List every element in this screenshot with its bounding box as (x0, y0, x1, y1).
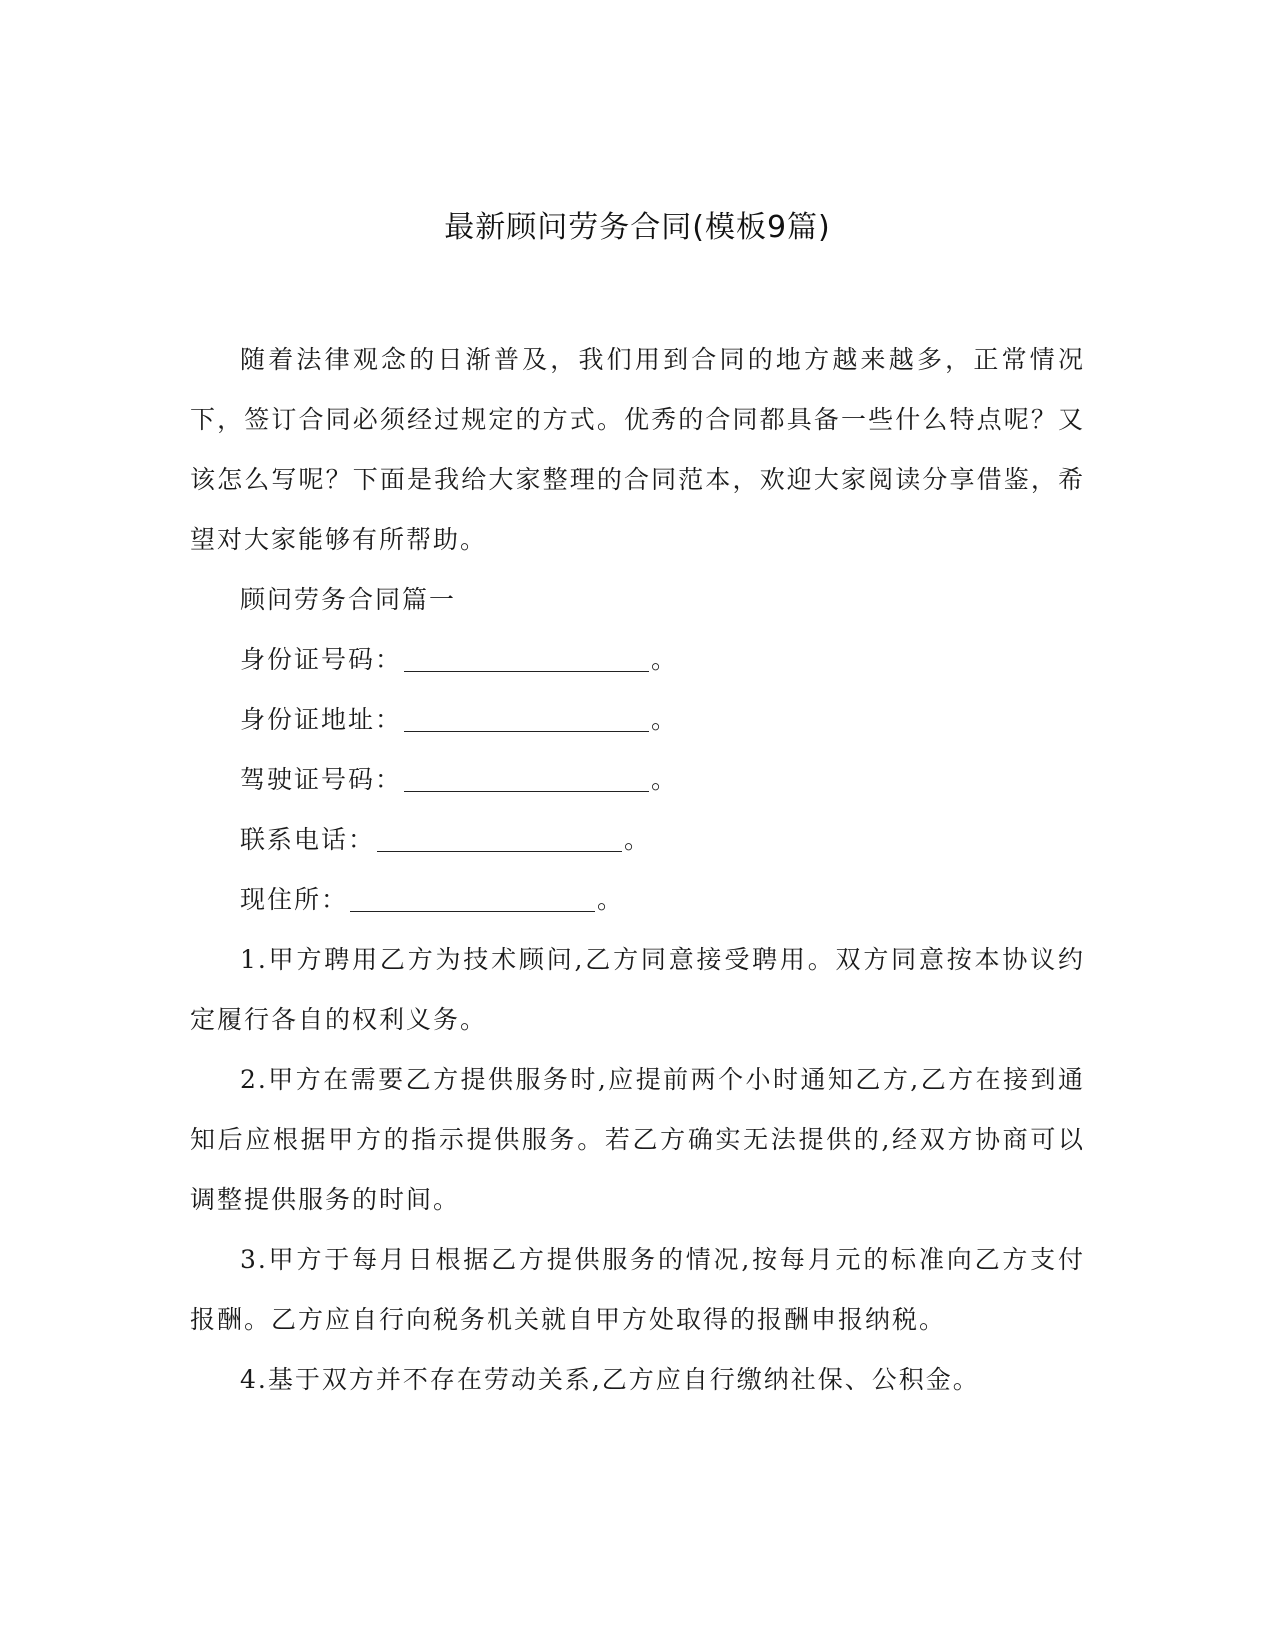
field-label: 联系电话： (240, 825, 376, 854)
field-end: 。 (651, 765, 679, 794)
field-id-number (190, 630, 1085, 690)
document-body (190, 330, 1085, 1410)
field-end: 。 (651, 705, 679, 734)
clause-2: 2.甲方在需要乙方提供服务时,应提前两个小时通知乙方,乙方在接到通知后应根据甲方的指示提供服务。若乙方确实无法提供的,经双方协商可以调整提供服务的时间。 (190, 1065, 1085, 1214)
clause-3: 3.甲方于每月日根据乙方提供服务的情况,按每月元的标准向乙方支付报酬。乙方应自行向税务机关就自甲方处取得的报酬申报纳税。 (190, 1245, 1085, 1334)
section-heading: 顾问劳务合同篇一 (240, 585, 457, 614)
field-end: 。 (624, 825, 652, 854)
document-title: 最新顾问劳务合同(模板9篇) (444, 210, 831, 245)
field-label: 驾驶证号码： (240, 765, 403, 794)
fill-in-blank[interactable] (404, 763, 649, 792)
field-end: 。 (597, 885, 625, 914)
field-label: 身份证号码： (240, 645, 403, 674)
field-license-number (190, 750, 1085, 810)
field-label: 身份证地址： (240, 705, 403, 734)
field-id-address (190, 690, 1085, 750)
fill-in-blank[interactable] (377, 823, 622, 852)
field-label: 现住所： (240, 885, 349, 914)
field-end: 。 (651, 645, 679, 674)
intro-paragraph: 随着法律观念的日渐普及，我们用到合同的地方越来越多，正常情况下，签订合同必须经过规定的方式。优秀的合同都具备一些什么特点呢？又该怎么写呢？下面是我给大家整理的合同范本，欢迎大家阅读分享借鉴，希望对大家能够有所帮助。 (190, 345, 1085, 554)
clause-1: 1.甲方聘用乙方为技术顾问,乙方同意接受聘用。双方同意按本协议约定履行各自的权利义务。 (190, 945, 1085, 1034)
fill-in-blank[interactable] (350, 883, 595, 912)
field-residence (190, 870, 1085, 930)
fill-in-blank[interactable] (404, 703, 649, 732)
fill-in-blank[interactable] (404, 643, 649, 672)
field-phone (190, 810, 1085, 870)
clause-4: 4.基于双方并不存在劳动关系,乙方应自行缴纳社保、公积金。 (240, 1365, 980, 1394)
